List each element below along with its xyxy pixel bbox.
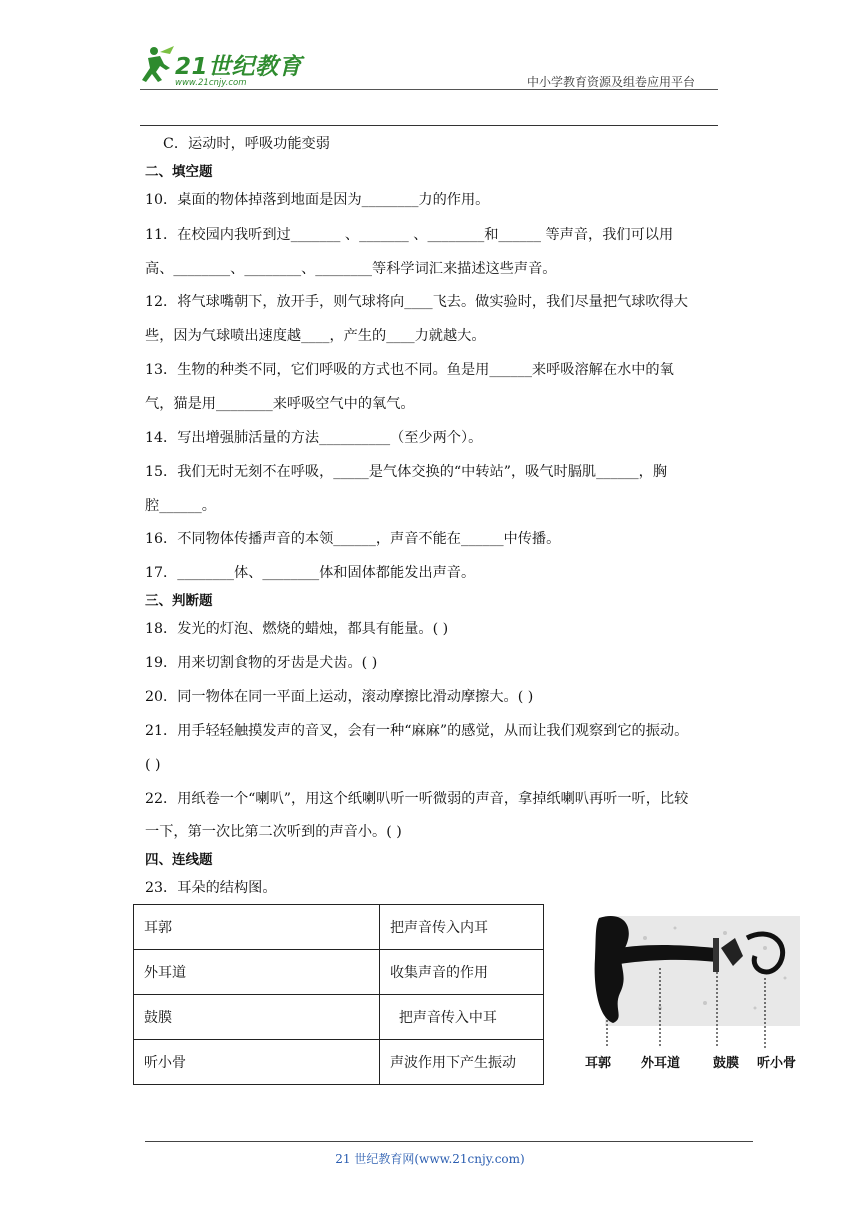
table-cell-function: 把声音传入内耳 — [380, 905, 544, 950]
ear-structure-table — [133, 904, 544, 1085]
question-17: 17．________体、________体和固体都能发出声音。 — [145, 565, 476, 581]
question-20: 20．同一物体在同一平面上运动，滚动摩擦比滑动摩擦大。( ) — [145, 689, 534, 705]
question-21-line2: ( ) — [145, 757, 161, 773]
question-16: 16．不同物体传播声音的本领______，声音不能在______中传播。 — [145, 531, 561, 547]
question-14: 14．写出增强肺活量的方法__________（至少两个）。 — [145, 430, 483, 446]
question-13-line2: 气，猫是用________来呼吸空气中的氧气。 — [145, 396, 415, 412]
table-cell-function: 声波作用下产生振动 — [380, 1040, 544, 1085]
label-ossicles: 听小骨 — [757, 1056, 797, 1071]
table-row — [134, 905, 544, 950]
table-cell-function: 把声音传入中耳 — [380, 995, 544, 1040]
question-19: 19．用来切割食物的牙齿是犬齿。( ) — [145, 655, 378, 671]
question-22-line1: 22．用纸卷一个“喇叭”，用这个纸喇叭听一听微弱的声音，拿掉纸喇叭再听一听，比较 — [145, 791, 689, 807]
eardrum-shape — [713, 938, 719, 972]
content-top-divider — [140, 125, 718, 126]
table-cell-function: 收集声音的作用 — [380, 950, 544, 995]
logo-url: www.21cnjy.com — [175, 78, 247, 88]
platform-name: 中小学教育资源及组卷应用平台 — [527, 75, 696, 89]
question-10: 10．桌面的物体掉落到地面是因为________力的作用。 — [145, 192, 490, 208]
question-15-line2: 腔______。 — [145, 498, 216, 514]
question-13-line1: 13．生物的种类不同，它们呼吸的方式也不同。鱼是用______来呼吸溶解在水中的氧 — [145, 362, 674, 378]
header-divider — [140, 89, 718, 90]
question-11-line2: 高、________、________、________等科学词汇来描述这些声音。 — [145, 261, 557, 277]
label-auricle: 耳郭 — [585, 1056, 612, 1071]
table-row — [134, 950, 544, 995]
question-23: 23．耳朵的结构图。 — [145, 880, 277, 896]
question-15-line1: 15．我们无时无刻不在呼吸，_____是气体交换的“中转站”，吸气时膈肌______，胸 — [145, 464, 668, 480]
question-18: 18．发光的灯泡、燃烧的蜡烛，都具有能量。( ) — [145, 621, 449, 637]
question-12-line2: 些，因为气球喷出速度越____，产生的____力就越大。 — [145, 328, 486, 344]
section-fill-blank: 二、填空题 — [145, 164, 213, 180]
question-21-line1: 21．用手轻轻触摸发声的音叉，会有一种“麻麻”的感觉，从而让我们观察到它的振动。 — [145, 723, 689, 739]
footer-divider — [145, 1141, 753, 1142]
option-c: C．运动时，呼吸功能变弱 — [163, 136, 330, 152]
table-cell-part: 鼓膜 — [134, 995, 380, 1040]
logo-text: 21世纪教育 — [175, 54, 303, 80]
table-cell-part: 耳郭 — [134, 905, 380, 950]
label-eardrum: 鼓膜 — [713, 1056, 740, 1071]
table-cell-part: 听小骨 — [134, 1040, 380, 1085]
question-12-line1: 12．将气球嘴朝下，放开手，则气球将向____飞去。做实验时，我们尽量把气球吹得大 — [145, 294, 688, 310]
table-cell-part: 外耳道 — [134, 950, 380, 995]
section-matching: 四、连线题 — [145, 852, 213, 868]
section-true-false: 三、判断题 — [145, 593, 213, 609]
label-ear-canal: 外耳道 — [641, 1056, 681, 1071]
table-row — [134, 995, 544, 1040]
footer-link[interactable]: 21 世纪教育网(www.21cnjy.com) — [335, 1152, 525, 1166]
question-22-line2: 一下，第一次比第二次听到的声音小。( ) — [145, 824, 402, 840]
question-11-line1: 11．在校园内我听到过_______ 、_______ 、________和______ 等声音，我们可以用 — [145, 227, 674, 243]
table-row — [134, 1040, 544, 1085]
